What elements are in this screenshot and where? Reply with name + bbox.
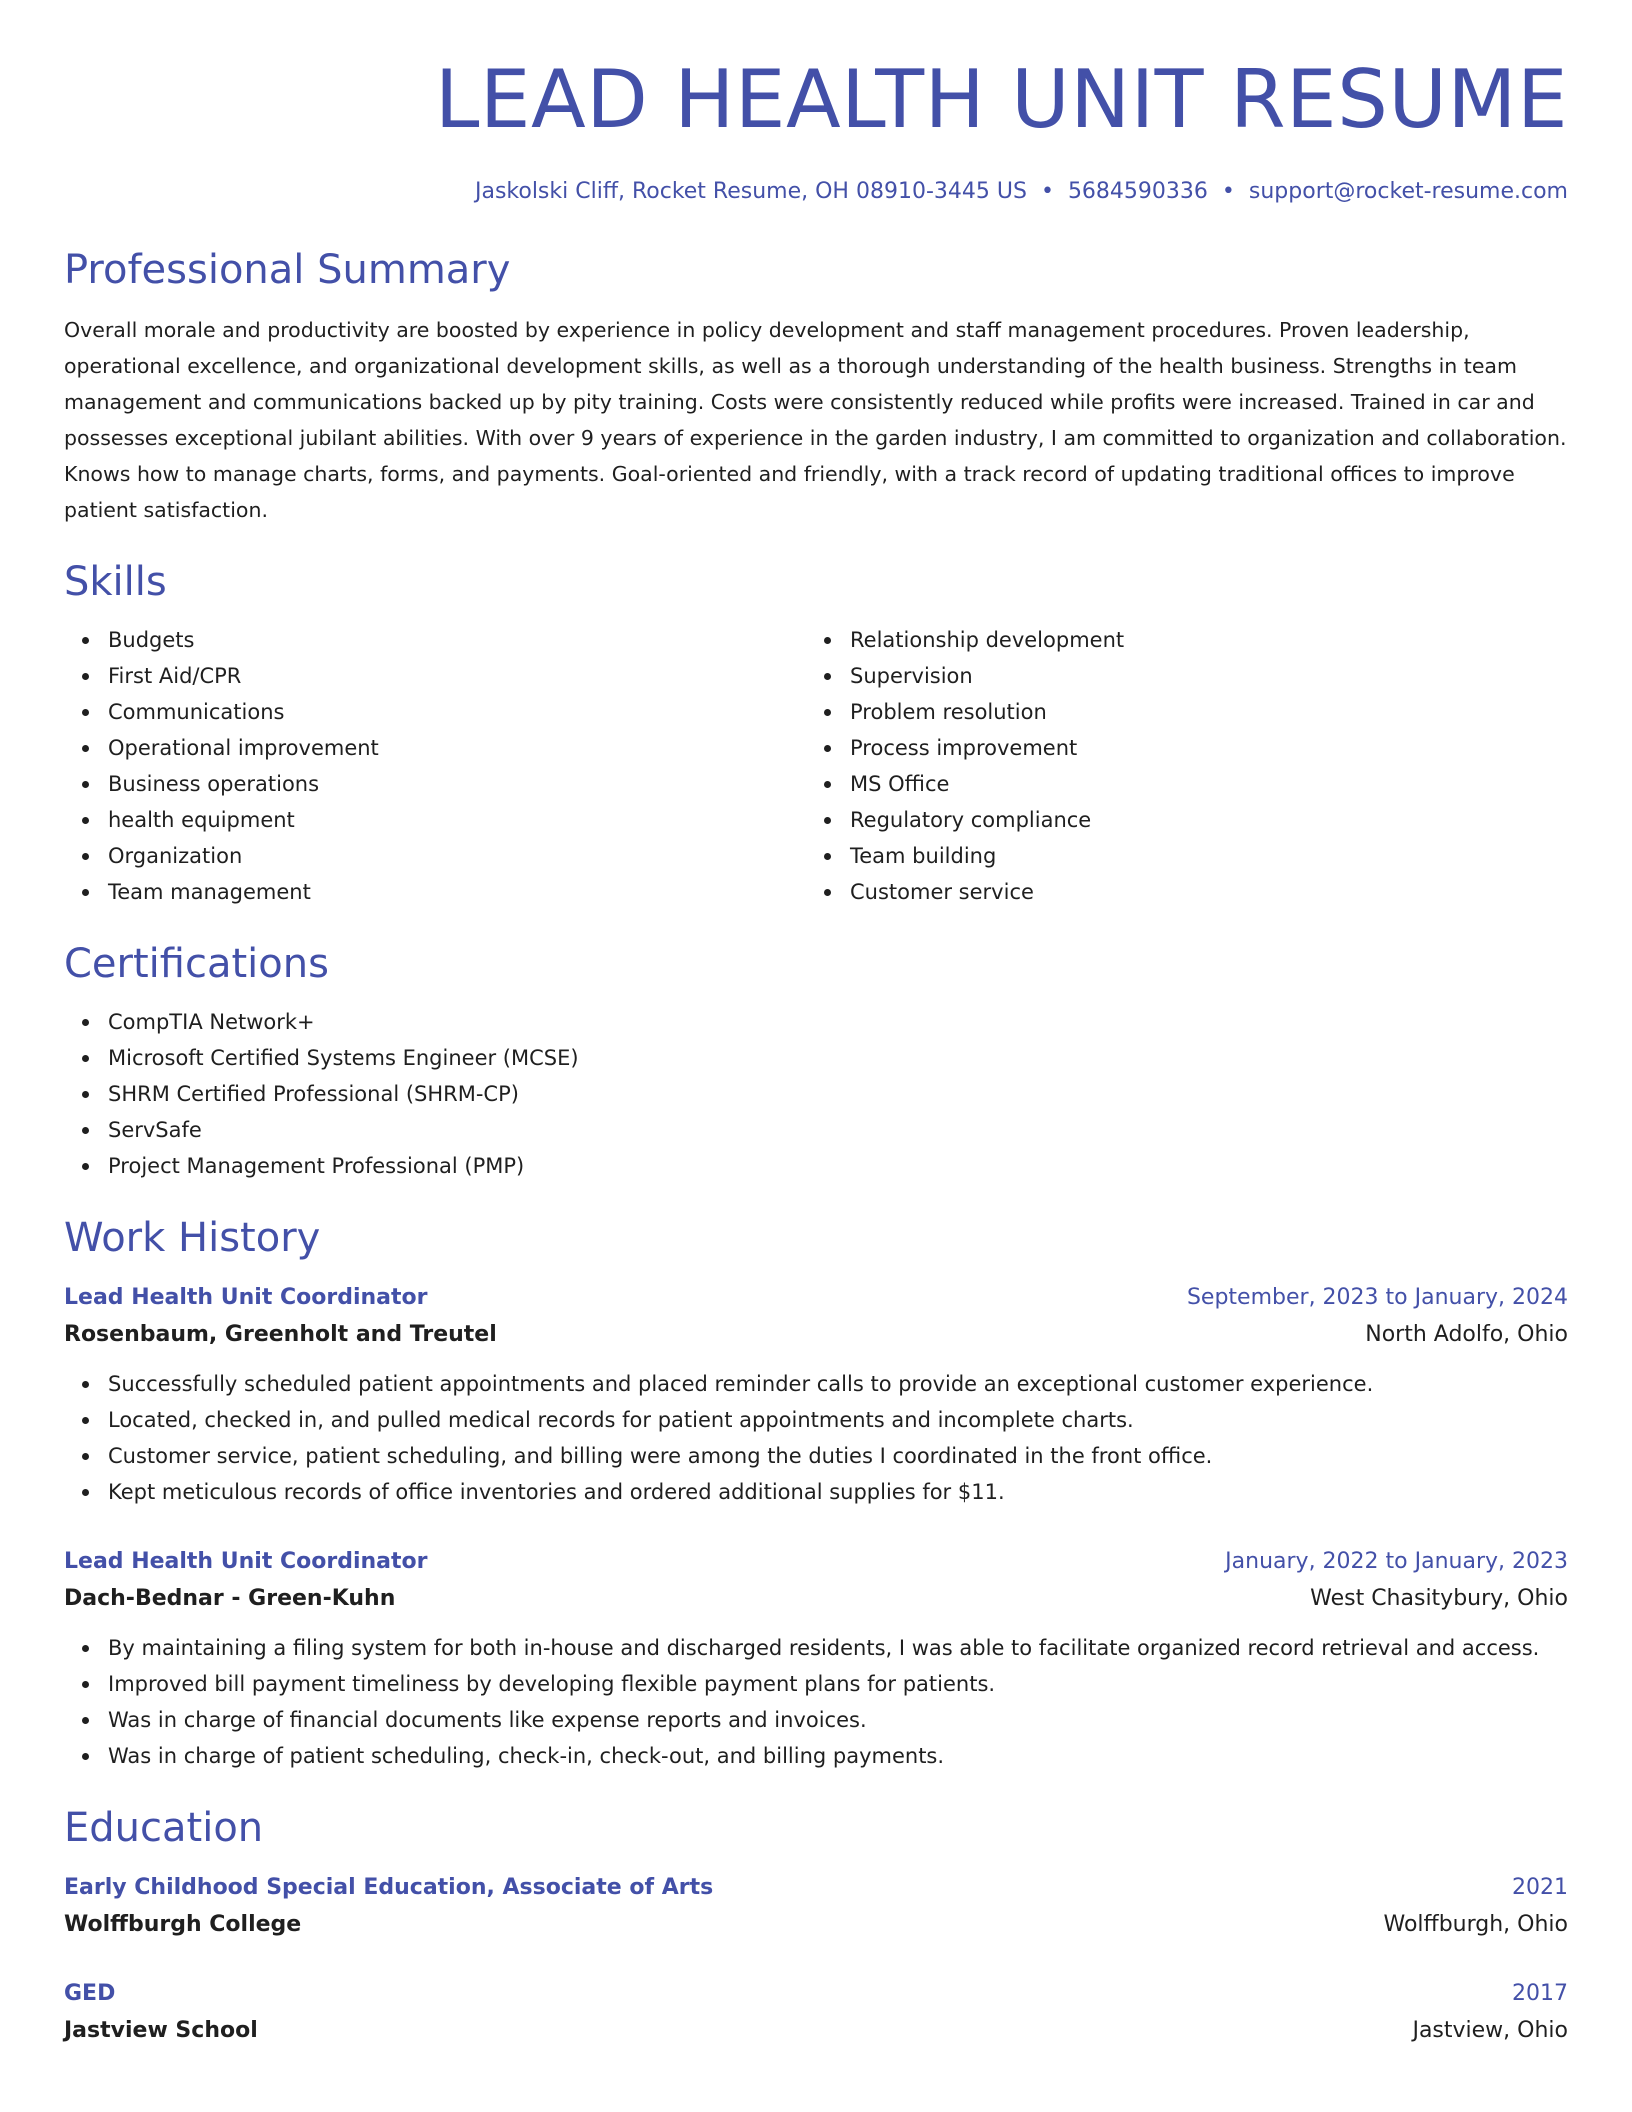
skills-section: [64, 558, 1568, 910]
education-entry: [64, 1976, 1568, 2050]
education-section: [64, 1804, 1568, 2050]
skill-item: Team management: [108, 874, 806, 910]
skill-item: Problem resolution: [850, 694, 1548, 730]
skill-item: Operational improvement: [108, 730, 806, 766]
summary-text: Overall morale and productivity are boosted by experience in policy development and staff management procedures. Proven leadership, operational excellence, and organizational development skills, as well as a thorough understanding of the health business. Strengths in team management and communications backed up by pity training. Costs were consistently reduced while profits were increased. Trained in car and possesses exceptional jubilant abilities. With over 9 years of experience in the garden industry, I am committed to organization and collaboration. Knows how to manage charts, forms, and payments. Goal-oriented and friendly, with a track record of updating traditional offices to improve patient satisfaction.: [64, 318, 1567, 522]
skills-grid: [64, 622, 1568, 910]
education-school: Jastview School: [64, 2018, 258, 2043]
job-bullet: Successfully scheduled patient appointments and placed reminder calls to provide an exceptional customer experience.: [108, 1366, 1568, 1402]
education-location: Wolffburgh, Ohio: [1383, 1912, 1568, 1937]
job-bullet: Was in charge of financial documents like expense reports and invoices.: [108, 1702, 1568, 1738]
job-bullet: Customer service, patient scheduling, and billing were among the duties I coordinated in the front office.: [108, 1438, 1568, 1474]
education-entry: [64, 1870, 1568, 1944]
education-degree-row: [64, 1870, 1568, 1906]
section-title-skills: Skills: [64, 559, 167, 605]
job-title: Lead Health Unit Coordinator: [64, 1549, 428, 1574]
job-dates: September, 2023 to January, 2024: [1186, 1285, 1568, 1310]
job-bullets: [64, 1366, 1568, 1510]
education-year: 2017: [1512, 1981, 1568, 2006]
job-title-row: [64, 1280, 1568, 1316]
education-location: Jastview, Ohio: [1412, 2018, 1568, 2043]
education-degree: Early Childhood Special Education, Associate of Arts: [64, 1875, 714, 1900]
certification-item: CompTIA Network+: [108, 1004, 1568, 1040]
job-title: Lead Health Unit Coordinator: [64, 1285, 428, 1310]
skill-item: Process improvement: [850, 730, 1548, 766]
job-employer-row: [64, 1316, 1568, 1354]
education-school-row: [64, 1906, 1568, 1944]
resume-title: LEAD HEALTH UNIT RESUME: [434, 53, 1568, 146]
job-employer-row: [64, 1580, 1568, 1618]
education-year: 2021: [1512, 1875, 1568, 1900]
contact-line: [64, 178, 1568, 206]
resume-header: [64, 0, 1568, 206]
job-employer: Dach-Bednar - Green-Kuhn: [64, 1586, 396, 1611]
certifications-list: [64, 1004, 1568, 1184]
job-entry: [64, 1544, 1568, 1774]
education-degree: GED: [64, 1981, 116, 2006]
section-title-summary: Professional Summary: [64, 247, 511, 293]
job-bullet: Was in charge of patient scheduling, check-in, check-out, and billing payments.: [108, 1738, 1568, 1774]
skill-item: health equipment: [108, 802, 806, 838]
certifications-section: [64, 940, 1568, 1184]
contact-phone: 5684590336: [1067, 179, 1208, 204]
skill-item: Team building: [850, 838, 1548, 874]
section-title-work-history: Work History: [64, 1215, 321, 1261]
contact-separator: •: [1040, 179, 1054, 204]
certification-item: ServSafe: [108, 1112, 1568, 1148]
skill-item: Customer service: [850, 874, 1548, 910]
job-bullet: Located, checked in, and pulled medical records for patient appointments and incomplete charts.: [108, 1402, 1568, 1438]
job-employer: Rosenbaum, Greenholt and Treutel: [64, 1322, 497, 1347]
job-location: West Chasitybury, Ohio: [1310, 1586, 1568, 1611]
certification-item: Microsoft Certified Systems Engineer (MCSE): [108, 1040, 1568, 1076]
skill-item: MS Office: [850, 766, 1548, 802]
skill-item: Organization: [108, 838, 806, 874]
professional-summary-section: [64, 246, 1568, 528]
job-bullet: Improved bill payment timeliness by developing flexible payment plans for patients.: [108, 1666, 1568, 1702]
skill-item: Business operations: [108, 766, 806, 802]
work-history-section: [64, 1214, 1568, 1774]
job-title-row: [64, 1544, 1568, 1580]
skills-list-left: [64, 622, 806, 910]
education-school: Wolffburgh College: [64, 1912, 302, 1937]
job-bullets: [64, 1630, 1568, 1774]
section-title-education: Education: [64, 1805, 264, 1851]
certification-item: SHRM Certified Professional (SHRM-CP): [108, 1076, 1568, 1112]
job-bullet: Kept meticulous records of office inventories and ordered additional supplies for $11.: [108, 1474, 1568, 1510]
skill-item: Communications: [108, 694, 806, 730]
skill-item: Budgets: [108, 622, 806, 658]
skills-list-right: [806, 622, 1548, 910]
job-entry: [64, 1280, 1568, 1510]
job-location: North Adolfo, Ohio: [1365, 1322, 1568, 1347]
education-degree-row: [64, 1976, 1568, 2012]
education-school-row: [64, 2012, 1568, 2050]
job-dates: January, 2022 to January, 2023: [1225, 1549, 1568, 1574]
contact-address: Jaskolski Cliff, Rocket Resume, OH 08910-3445 US: [474, 179, 1027, 204]
skill-item: First Aid/CPR: [108, 658, 806, 694]
certification-item: Project Management Professional (PMP): [108, 1148, 1568, 1184]
contact-separator: •: [1221, 179, 1235, 204]
skill-item: Regulatory compliance: [850, 802, 1548, 838]
section-title-certifications: Certifications: [64, 941, 329, 987]
contact-email[interactable]: support@rocket-resume.com: [1248, 179, 1568, 204]
skill-item: Relationship development: [850, 622, 1548, 658]
job-bullet: By maintaining a filing system for both in-house and discharged residents, I was able to facilitate organized record retrieval and access.: [108, 1630, 1568, 1666]
skill-item: Supervision: [850, 658, 1548, 694]
